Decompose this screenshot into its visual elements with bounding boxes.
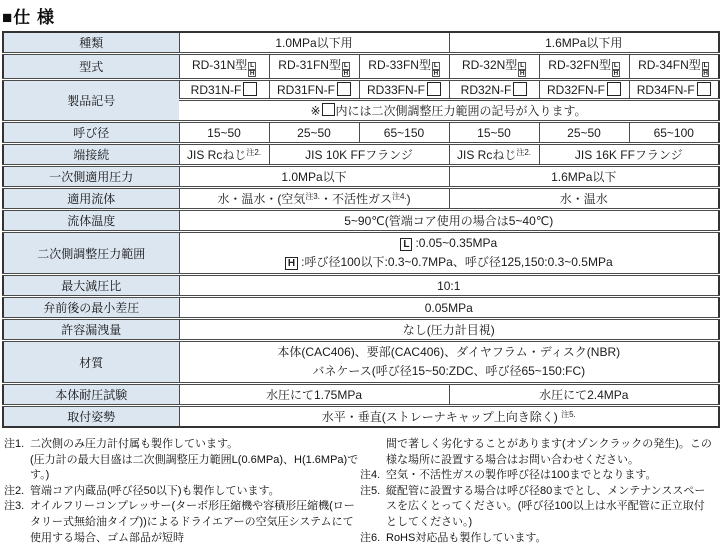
row-size: [3, 122, 719, 144]
spec-table: [2, 31, 720, 428]
row-label-mounting: 取付姿勢: [3, 406, 179, 428]
note-ref: 注2.: [516, 148, 531, 157]
row-label-material: 材質: [3, 341, 179, 384]
note-ref: 注4.: [392, 192, 407, 201]
material-line1: 本体(CAC406)、要部(CAC406)、ダイヤフラム・ディスク(NBR): [277, 345, 621, 359]
footnote-item: [360, 468, 712, 484]
code-cell: RD31N-F: [179, 80, 269, 100]
footnotes-left-column: [4, 437, 360, 546]
row-label-min-diff: 弁前後の最小差圧: [3, 297, 179, 319]
pressure-test-high: 水圧にて2.4MPa: [449, 384, 719, 406]
code-placeholder-box: [697, 82, 711, 96]
footnote-text: 管端コア内蔵品(呼び径50以下)も製作しています。: [30, 484, 280, 497]
model-range-marks: $\frac{L}{H}$: [433, 62, 439, 77]
size-cell: 25~50: [269, 122, 359, 144]
min-diff-value: 0.05MPa: [179, 297, 719, 319]
connection-flange-low: JIS 10K FFフランジ: [269, 144, 449, 166]
code-placeholder-box: [427, 82, 441, 96]
note-ref: 注2.: [246, 148, 261, 157]
row-label-leakage: 許容漏洩量: [3, 319, 179, 341]
code-placeholder-box: [513, 82, 527, 96]
row-label-fluid: 適用流体: [3, 188, 179, 210]
model-range-marks: $\frac{L}{H}$: [613, 62, 619, 77]
footnote-item: [360, 531, 712, 547]
mounting-value: 水平・垂直(ストレーナキャップ上向き除く) $^{注5.}$: [179, 406, 719, 428]
model-range-marks: $\frac{L}{H}$: [343, 62, 349, 77]
fluid-high: 水・温水: [449, 188, 719, 210]
code-placeholder-box: [243, 82, 257, 96]
note-ref: 注3.: [305, 192, 320, 201]
row-product-code: [3, 80, 719, 100]
footnote-item: [4, 499, 360, 546]
code-note: ※ 内には二次側調整圧力範囲の記号が入ります。: [179, 100, 719, 122]
row-label-size: 呼び径: [3, 122, 179, 144]
row-label-model: 型式: [3, 54, 179, 80]
footnote-item: [360, 437, 712, 468]
code-cell: RD33FN-F: [359, 80, 449, 100]
model-cell: RD-32N型 $\frac{L}{H}$: [449, 54, 539, 80]
footnote-text: 二次側のみ圧力計付属も製作しています。: [30, 438, 239, 450]
model-cell: RD-33FN型 $\frac{L}{H}$: [359, 54, 449, 80]
model-range-marks: $\frac{L}{H}$: [249, 62, 255, 77]
row-label-fluid-temp: 流体温度: [3, 210, 179, 232]
footnote-number: 注6.: [360, 531, 381, 544]
footnote-item: [4, 453, 360, 484]
row-kind: [3, 32, 719, 54]
note-ref: 注5.: [561, 410, 576, 419]
row-leakage: [3, 319, 719, 341]
footnote-item: [4, 437, 360, 453]
row-mounting: [3, 406, 719, 428]
row-fluid: [3, 188, 719, 210]
row-connection: [3, 144, 719, 166]
code-placeholder-box: [337, 82, 351, 96]
footnote-number: 注4.: [360, 469, 381, 482]
row-label-primary-pressure: 一次側適用圧力: [3, 166, 179, 188]
page-title: ■仕 様: [2, 8, 55, 27]
model-cell: RD-34FN型 $\frac{L}{H}$: [629, 54, 719, 80]
row-label-secondary-range: 二次側調整圧力範囲: [3, 232, 179, 275]
size-cell: 15~50: [179, 122, 269, 144]
model-range-marks: $\frac{L}{H}$: [703, 62, 708, 77]
footnote-number: 注2.: [4, 484, 25, 497]
row-max-ratio: [3, 275, 719, 297]
max-ratio-value: 10:1: [179, 275, 719, 297]
footnote-number: [360, 437, 386, 468]
row-model: [3, 54, 719, 80]
row-label-kind: 種類: [3, 32, 179, 54]
footnote-number: [4, 453, 30, 484]
row-secondary-range: [3, 232, 719, 275]
material-line2: バネケース(呼び径15~50:ZDC、呼び径65~150:FC): [312, 364, 586, 378]
footnote-text: 間で著しく劣化することがあります(オゾンクラックの発生)。この様な場所に設置する場合はお問い合わせください。: [386, 438, 712, 466]
row-fluid-temp: [3, 210, 719, 232]
footnote-text: 縦配管に設置する場合は呼び径80までとし、メンテナンススペースを広くとってください。(呼び径100以上は水平配管に正立取付としてください。): [386, 484, 706, 529]
range-tag-l: L: [400, 238, 412, 251]
fluid-low: 水・温水・(空気$^{注3.}$・不活性ガス$^{注4.}$): [179, 188, 449, 210]
primary-pressure-high: 1.6MPa以下: [449, 166, 719, 188]
kind-low: 1.0MPa以下用: [179, 32, 449, 54]
secondary-range-l: L :0.05~0.35MPa: [182, 234, 717, 253]
code-cell: RD32N-F: [449, 80, 539, 100]
row-pressure-test: [3, 384, 719, 406]
size-cell: 65~100: [629, 122, 719, 144]
code-cell: RD32FN-F: [539, 80, 629, 100]
connection-flange-high: JIS 16K FFフランジ: [539, 144, 719, 166]
model-cell: RD-31N型 $\frac{L}{H}$: [179, 54, 269, 80]
row-label-product-code: 製品記号: [3, 80, 179, 122]
fluid-temp-value: 5~90℃(管端コア使用の場合は5~40℃): [179, 210, 719, 232]
row-material: [3, 341, 719, 384]
row-label-pressure-test: 本体耐圧試験: [3, 384, 179, 406]
footnote-number: 注1.: [4, 438, 25, 450]
footnote-text: オイルフリーコンプレッサー(ターボ形圧縮機や容積形圧縮機(ロータリー式無給油タイプ))によるドライエアーの空気圧システムにて使用する場合、ゴム部品が短時: [30, 500, 355, 544]
kind-high: 1.6MPa以下用: [449, 32, 719, 54]
footnote-number: 注5.: [360, 484, 381, 497]
leakage-value: なし(圧力計目視): [179, 319, 719, 341]
size-cell: 65~150: [359, 122, 449, 144]
code-placeholder-box: [607, 82, 621, 96]
connection-thread-low: JIS Rcねじ$^{注2.}$: [179, 144, 269, 166]
model-cell: RD-32FN型 $\frac{L}{H}$: [539, 54, 629, 80]
row-min-diff: [3, 297, 719, 319]
material-value: [179, 341, 719, 384]
row-label-max-ratio: 最大減圧比: [3, 275, 179, 297]
range-tag-h: H: [285, 257, 298, 270]
footnote-text: 空気・不活性ガスの製作呼び径は100までとなります。: [386, 469, 657, 482]
secondary-range-value: [179, 232, 719, 275]
footnotes-right-column: [360, 437, 712, 546]
size-cell: 25~50: [539, 122, 629, 144]
secondary-range-h: H :呼び径100以下:0.3~0.7MPa、呼び径125,150:0.3~0.5MPa: [182, 253, 717, 272]
footnote-item: [4, 484, 360, 500]
footnote-text: (圧力計の最大目盛は二次側調整圧力範囲L(0.6MPa)、H(1.6MPa)です。): [30, 453, 359, 482]
footnote-number: 注3.: [4, 500, 25, 513]
model-range-marks: $\frac{L}{H}$: [519, 62, 525, 77]
model-cell: RD-31FN型 $\frac{L}{H}$: [269, 54, 359, 80]
footnote-item: [360, 484, 712, 531]
connection-thread-high: JIS Rcねじ$^{注2.}$: [449, 144, 539, 166]
code-placeholder-box: [322, 103, 335, 116]
code-cell: RD34FN-F: [629, 80, 719, 100]
size-cell: 15~50: [449, 122, 539, 144]
row-primary-pressure: [3, 166, 719, 188]
pressure-test-low: 水圧にて1.75MPa: [179, 384, 449, 406]
footnotes: [4, 437, 718, 546]
row-label-connection: 端接続: [3, 144, 179, 166]
primary-pressure-low: 1.0MPa以下: [179, 166, 449, 188]
code-cell: RD31FN-F: [269, 80, 359, 100]
footnote-text: RoHS対応品も製作しています。: [386, 531, 547, 544]
